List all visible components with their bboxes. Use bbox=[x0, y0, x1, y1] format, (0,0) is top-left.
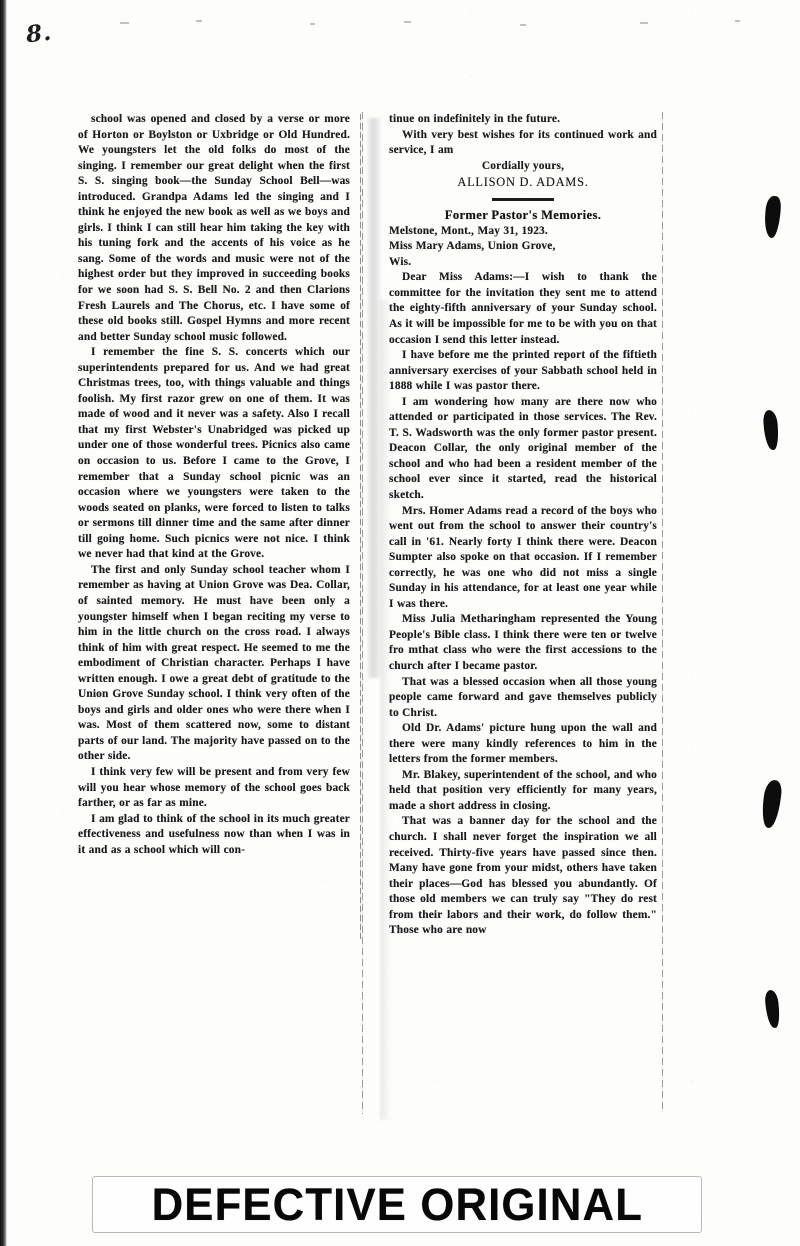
defective-original-stamp bbox=[92, 1176, 702, 1233]
scan-blemish bbox=[764, 989, 781, 1028]
paragraph: I have before me the printed report of the fiftieth anniversary exercises of your Sabbath school held in 1888 while I was pastor there. bbox=[389, 349, 657, 393]
paragraph: The first and only Sunday school teacher whom I remember as having at Union Grove was Dea. Collar, of sainted memory. He must have been only a youngster himself when I began reciting my verse to him in the little church on the cross road. I always think of him with great respect. He seemed to me the embodiment of Christian character. Perhaps I have written enough. I owe a great debt of gratitude to the Union Grove Sunday school. I think very often of the boys and girls and older ones who were there when I was. Most of them scattered now, some to distant parts of our land. The majority have passed on to the other side. bbox=[78, 563, 350, 763]
paragraph-closing: With very best wishes for its continued work and service, I am bbox=[389, 128, 657, 157]
scan-tick-mark bbox=[120, 22, 129, 24]
column-edge-rule bbox=[662, 112, 663, 1112]
scan-tick-mark bbox=[310, 23, 315, 25]
section-divider-rule bbox=[492, 198, 554, 201]
scan-tick-mark bbox=[404, 21, 411, 23]
paragraph: I am glad to think of the school in its much greater effectiveness and usefulness now than when I was in it and as a school which will con- bbox=[78, 812, 350, 856]
scan-tick-mark bbox=[520, 24, 526, 26]
paragraph: That was a blessed occasion when all those young people came forward and gave themselves publicly to Christ. bbox=[389, 675, 657, 719]
scan-tick-mark bbox=[196, 20, 202, 22]
paragraph: Miss Julia Metharingham represented the Young People's Bible class. I think there were ten or twelve fro mthat class who were the first accessions to the church after I became pastor. bbox=[389, 613, 657, 672]
addressee-line: Miss Mary Adams, Union Grove, bbox=[389, 240, 556, 253]
section-subheading: Former Pastor's Memories. bbox=[444, 207, 602, 222]
paragraph: school was opened and closed by a verse or more of Horton or Boylston or Uxbridge or Old Hundred. We youngsters let the old folks do most of the singing. I remember our great delight when the first S. S. singing book—the Sunday School Bell—was introduced. Grandpa Adams led the singing and I think he enjoyed the new book as well as we boys and girls. I think I can still hear him taking the key with his tuning fork and the accents of his voice as he sang. Some of the words and music were not of the highest order but they improved in succeeding books for we soon had S. S. Bell No. 2 and then Clarions Fresh Laurels and The Chorus, etc. I have some of these old books still. Gospel Hymns and more recent and better Sunday school music followed. bbox=[78, 113, 350, 343]
paragraph: I remember the fine S. S. concerts which our superintendents prepared for us. And we had great Christmas trees, too, with things valuable and things foolish. My first razor grew on one of them. It was made of wood and it never was a safety. Also I recall that my first Webster's Unabridged was picked up under one of those wonderful trees. Picnics also came on occasion to us. Before I came to the Grove, I remember that a Sunday school picnic was an occasion where we youngsters were taken to the woods seated on planks, were forced to listen to talks or sermons till dinner time and the same after dinner till going home. Such picnics were not nice. I think we never had that kind at the Grove. bbox=[78, 346, 350, 561]
signature: ALLISON D. ADAMS. bbox=[457, 175, 589, 190]
column-divider-rule bbox=[360, 114, 361, 939]
valediction: Cordially yours, bbox=[481, 159, 565, 172]
column-edge-rule bbox=[362, 112, 363, 1114]
paragraph: Old Dr. Adams' picture hung upon the wall and there were many kindly references to him in the letters from the former members. bbox=[389, 722, 657, 766]
paragraph: That was a banner day for the school and the church. I shall never forget the inspiration we all received. Thirty-five years have passed since then. Many have gone from your midst, others have taken their places—God has blessed you abundantly. Of those old members we can truly say "They do rest from their labors and their work, do follow them." Those who are now bbox=[389, 815, 657, 937]
scan-blemish bbox=[760, 779, 783, 829]
paragraph: I think very few will be present and from very few will you hear whose memory of the school goes back farther, or as far as mine. bbox=[78, 765, 350, 810]
stamp-label: DEFECTIVE ORIGINAL bbox=[151, 1178, 643, 1230]
paragraph-continuation: tinue on indefinitely in the future. bbox=[389, 113, 561, 125]
dateline: Melstone, Mont., May 31, 1923. bbox=[389, 224, 548, 237]
scan-tick-mark bbox=[640, 22, 648, 24]
addressee-line: Wis. bbox=[389, 255, 412, 268]
column-left bbox=[78, 112, 360, 858]
paragraph: Dear Miss Adams:—I wish to thank the committee for the invitation they sent me to attend the eighty-fifth anniversary of your Sunday school. As it will be impossible for me to be with you on that occasion I send this letter instead. bbox=[389, 271, 657, 346]
column-right bbox=[375, 112, 657, 939]
scan-blemish bbox=[763, 410, 780, 451]
handwritten-folio-number: 8. bbox=[24, 18, 54, 49]
paragraph: Mrs. Homer Adams read a record of the boys who went out from the school to answer their country's call in '61. Nearly forty I think there were. Deacon Sumpter also spoke on that occasion. If I remember correctly, he was one who did not miss a single Sunday in his attendance, for at least one year while I was there. bbox=[389, 504, 657, 610]
scan-tick-mark bbox=[735, 20, 740, 22]
scan-edge-shadow bbox=[0, 0, 7, 1246]
paragraph: I am wondering how many are there now who attended or participated in those services. The Rev. T. S. Wadsworth was the only former pastor present. Deacon Collar, the only original member of the school and who had been a resident member of the school ever since it started, read the historical sketch. bbox=[389, 395, 657, 501]
scan-blemish bbox=[763, 195, 782, 238]
scan-smudge-column bbox=[380, 300, 392, 1120]
paragraph: Mr. Blakey, superintendent of the school, and who held that position very efficiently for many years, made a short address in closing. bbox=[389, 768, 657, 812]
